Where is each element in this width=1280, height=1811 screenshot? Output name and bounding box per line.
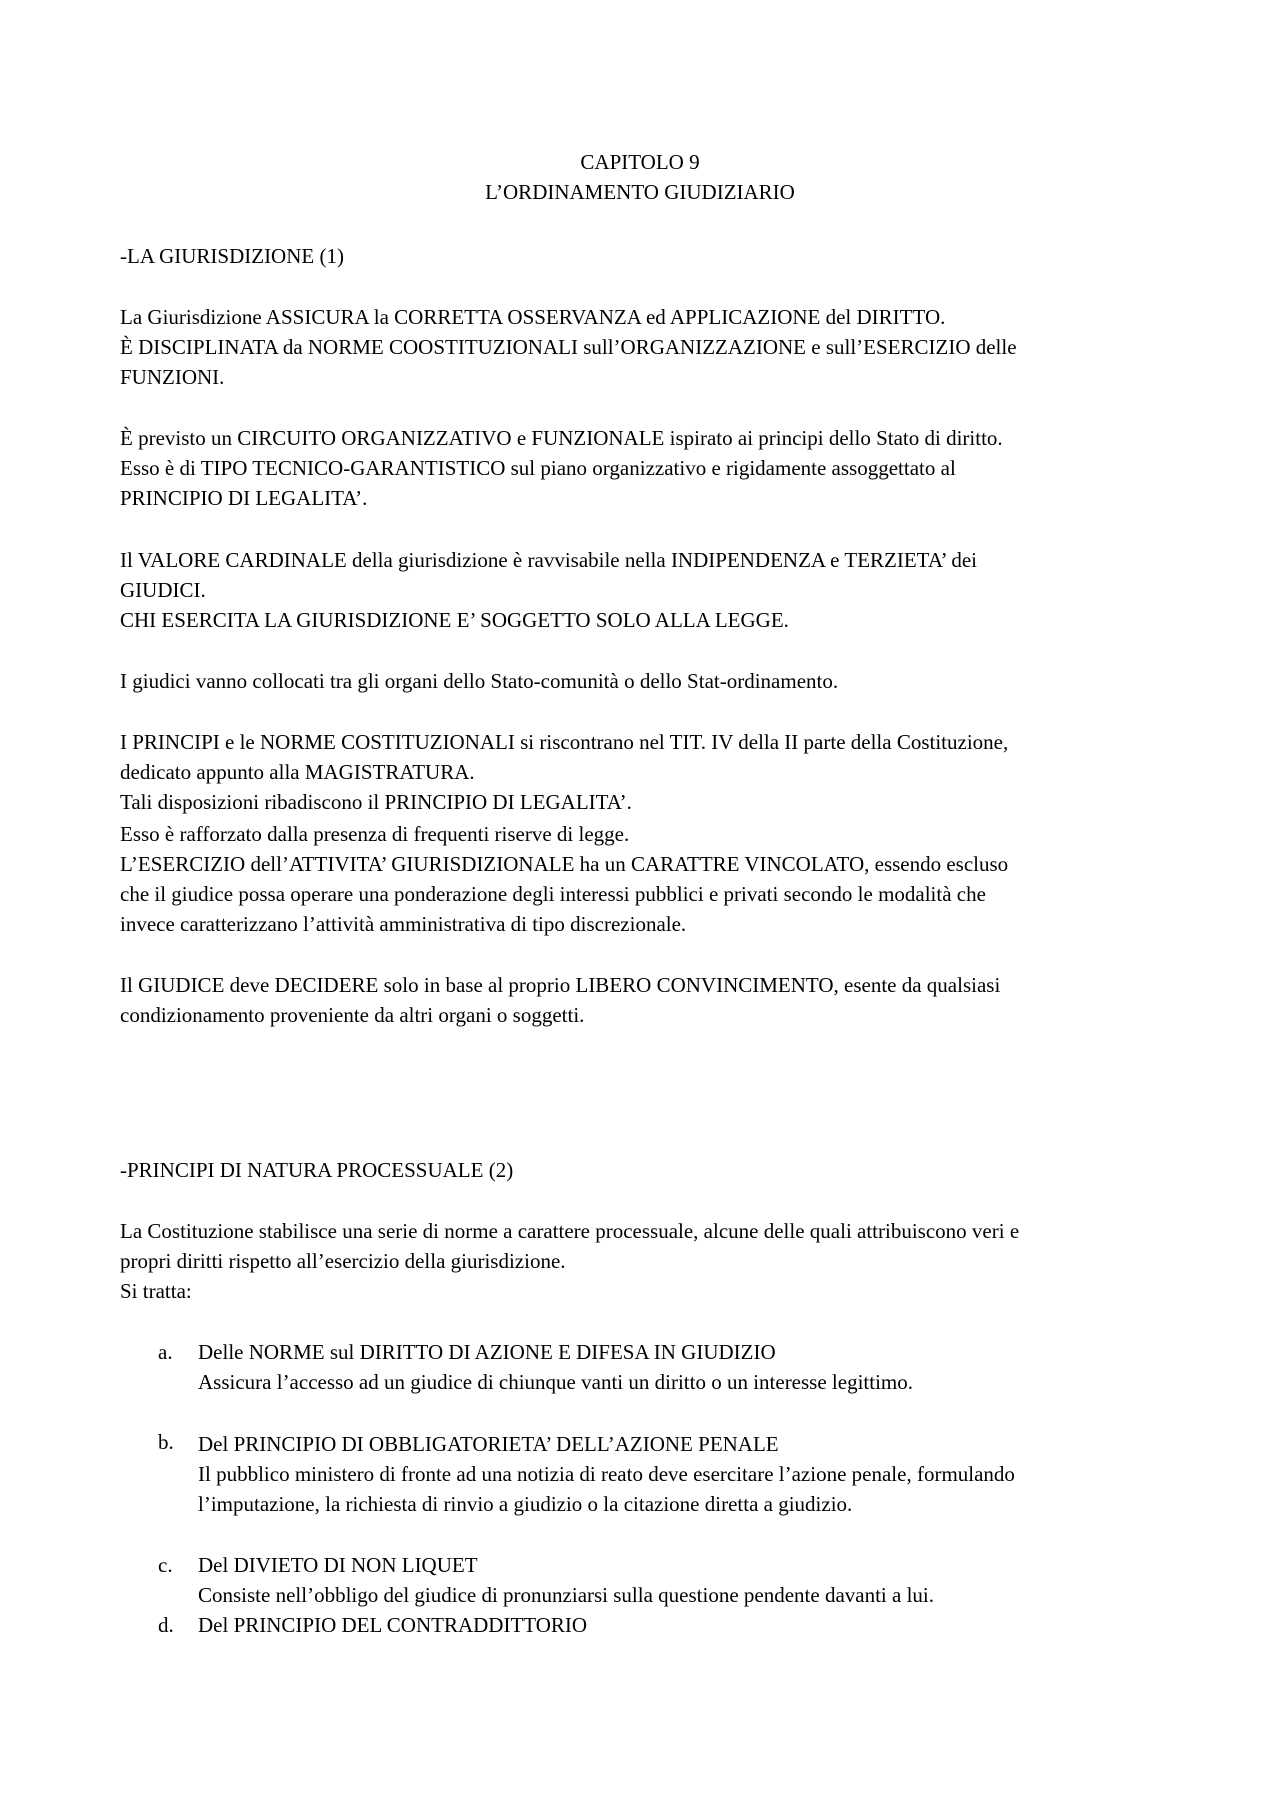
list-marker: c. <box>158 1553 173 1577</box>
text-line: Il GIUDICE deve DECIDERE solo in base al proprio LIBERO CONVINCIMENTO, esente da qualsiasi <box>120 973 1001 997</box>
text-line: condizionamento proveniente da altri organi o soggetti. <box>120 1003 585 1027</box>
text-line: Tali disposizioni ribadiscono il PRINCIPIO DI LEGALITA’. <box>120 790 632 814</box>
text-line: La Costituzione stabilisce una serie di norme a carattere processuale, alcune delle quali attribuiscono veri e <box>120 1219 1020 1243</box>
text-line: I PRINCIPI e le NORME COSTITUZIONALI si riscontrano nel TIT. IV della II parte della Costituzione, <box>120 730 1009 754</box>
text-line: Esso è rafforzato dalla presenza di frequenti riserve di legge. <box>120 822 630 846</box>
section-heading-principi-processuali: -PRINCIPI DI NATURA PROCESSUALE (2) <box>120 1158 514 1182</box>
text-line: dedicato appunto alla MAGISTRATURA. <box>120 760 475 784</box>
list-item-text: Consiste nell’obbligo del giudice di pronunziarsi sulla questione pendente davanti a lui. <box>198 1583 935 1607</box>
text-line: È previsto un CIRCUITO ORGANIZZATIVO e FUNZIONALE ispirato ai principi dello Stato di diritto. <box>120 426 1003 450</box>
list-item-text: Il pubblico ministero di fronte ad una notizia di reato deve esercitare l’azione penale, formulando <box>198 1462 1015 1486</box>
text-line: che il giudice possa operare una ponderazione degli interessi pubblici e privati secondo le modalità che <box>120 882 986 906</box>
text-line: CHI ESERCITA LA GIURISDIZIONE E’ SOGGETTO SOLO ALLA LEGGE. <box>120 608 789 632</box>
list-marker: d. <box>158 1613 174 1637</box>
text-line: propri diritti rispetto all’esercizio della giurisdizione. <box>120 1249 566 1273</box>
list-marker: b. <box>158 1430 174 1454</box>
text-line: Esso è di TIPO TECNICO-GARANTISTICO sul piano organizzativo e rigidamente assoggettato al <box>120 456 956 480</box>
list-item-text: Assicura l’accesso ad un giudice di chiunque vanti un diritto o un interesse legittimo. <box>198 1370 913 1394</box>
list-item-title: Delle NORME sul DIRITTO DI AZIONE E DIFESA IN GIUDIZIO <box>198 1340 776 1364</box>
list-item-title: Del PRINCIPIO DI OBBLIGATORIETA’ DELL’AZIONE PENALE <box>198 1432 779 1456</box>
text-line: invece caratterizzano l’attività amministrativa di tipo discrezionale. <box>120 912 687 936</box>
text-line: I giudici vanno collocati tra gli organi dello Stato-comunità o dello Stat-ordinamento. <box>120 669 839 693</box>
text-line: È DISCIPLINATA da NORME COOSTITUZIONALI sull’ORGANIZZAZIONE e sull’ESERCIZIO delle <box>120 335 1017 359</box>
text-line: Si tratta: <box>120 1279 192 1303</box>
list-marker: a. <box>158 1340 173 1364</box>
chapter-title: L’ORDINAMENTO GIUDIZIARIO <box>485 180 795 204</box>
text-line: Il VALORE CARDINALE della giurisdizione è ravvisabile nella INDIPENDENZA e TERZIETA’ dei <box>120 548 978 572</box>
text-line: La Giurisdizione ASSICURA la CORRETTA OSSERVANZA ed APPLICAZIONE del DIRITTO. <box>120 305 946 329</box>
text-line: GIUDICI. <box>120 578 206 602</box>
list-item-text: l’imputazione, la richiesta di rinvio a giudizio o la citazione diretta a giudizio. <box>198 1492 853 1516</box>
text-line: L’ESERCIZIO dell’ATTIVITA’ GIURISDIZIONALE ha un CARATTRE VINCOLATO, essendo escluso <box>120 852 1009 876</box>
list-item-title: Del PRINCIPIO DEL CONTRADDITTORIO <box>198 1613 588 1637</box>
text-line: FUNZIONI. <box>120 365 225 389</box>
section-heading-giurisdizione: -LA GIURISDIZIONE (1) <box>120 244 344 268</box>
list-item-title: Del DIVIETO DI NON LIQUET <box>198 1553 478 1577</box>
text-line: PRINCIPIO DI LEGALITA’. <box>120 486 368 510</box>
chapter-number: CAPITOLO 9 <box>580 150 700 174</box>
